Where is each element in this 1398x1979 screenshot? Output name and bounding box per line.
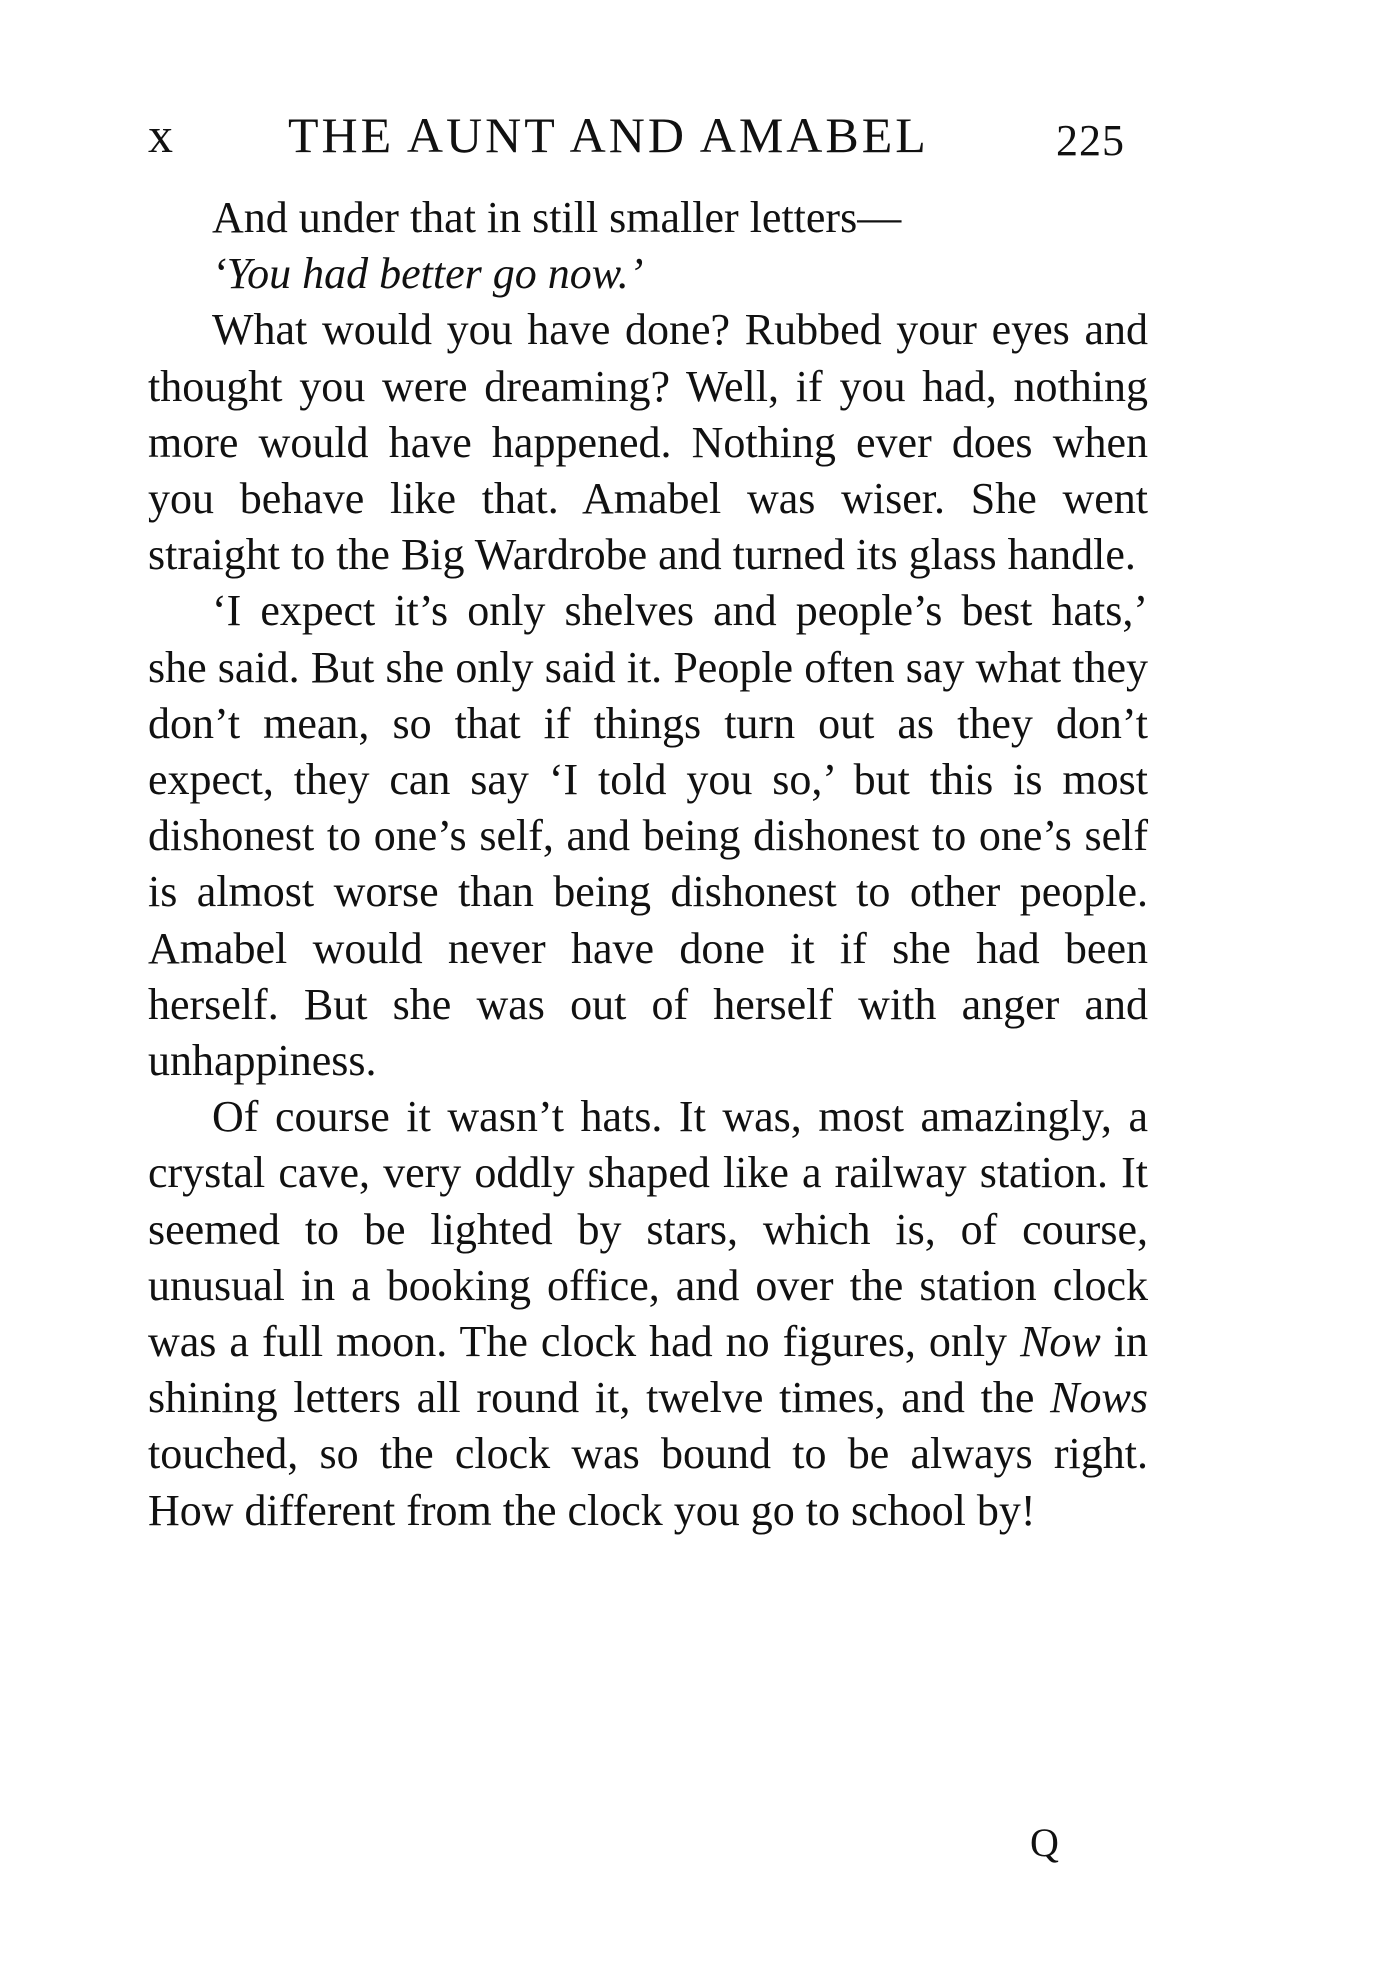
paragraph-4-text-a: Of course it wasn’t hats. It was, most amazingly, a crystal cave, very oddly shaped like a railway station. It seemed to be lighted by stars, which is, of course, unusual in a booking office, and over the station clock was a full moon. The clock had no figures, only (148, 1092, 1148, 1367)
running-title: THE AUNT AND AMABEL (288, 107, 929, 163)
italic-word-now: Now (1020, 1317, 1101, 1367)
paragraph-1: And under that in still smaller letters— (212, 193, 902, 242)
paragraph-4 (148, 1089, 1148, 1539)
chapter-number: x (148, 107, 175, 163)
paragraph-3: ‘I expect it’s only shelves and people’s best hats,’ she said. But she only said it. People often say what they don’t mean, so that if things turn out as they don’t expect, they can say ‘I told you so,’ but this is most dishonest to one’s self, and being dishonest to one’s self is almost worse than being dishonest to other people. Amabel would never have done it if she had been herself. But she was out of herself with anger and unhappiness. (148, 586, 1148, 1086)
paragraph-2: What would you have done? Rubbed your eyes and thought you were dreaming? Well, if you had, nothing more would have happened. Nothing ever does when you behave like that. Amabel was wiser. She went straight to the Big Wardrobe and turned its glass handle. (148, 305, 1148, 580)
body-text (148, 190, 1148, 1539)
paragraph-4-text-b: in shining letters all round it, twelve times, and the (148, 1317, 1148, 1423)
signature-mark: Q (1030, 1820, 1059, 1865)
paragraph-4-text-c: touched, so the clock was bound to be always right. How different from the clock you go to school by! (148, 1429, 1148, 1535)
sign-text: ‘You had better go now.’ (212, 249, 644, 299)
page-number: 225 (1056, 116, 1125, 165)
running-head (148, 100, 1148, 170)
italic-word-nows: Nows (1050, 1373, 1148, 1423)
